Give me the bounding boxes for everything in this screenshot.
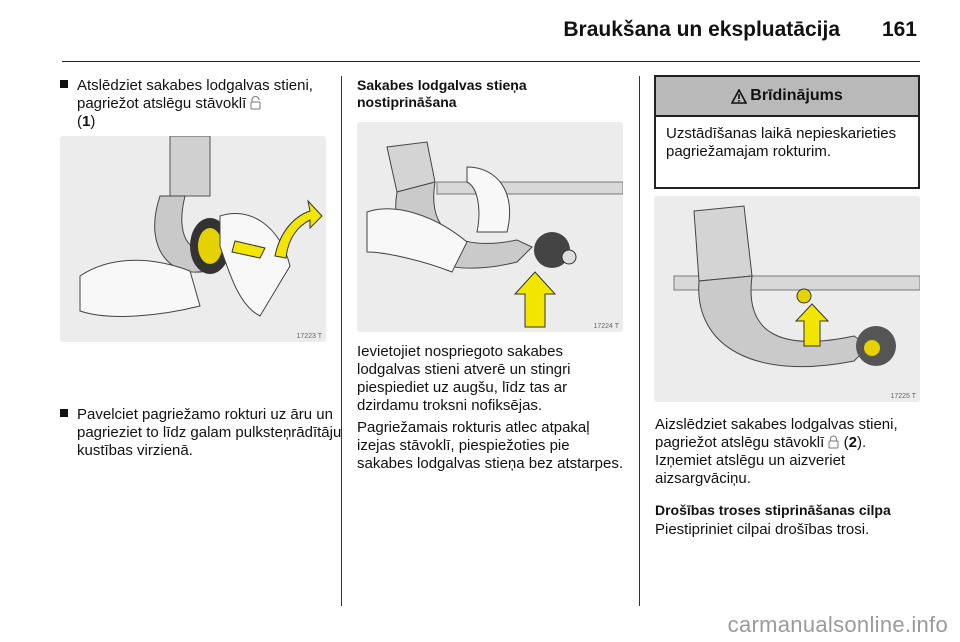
tow-bar-lock-illustration (654, 196, 920, 402)
bullet-marker (60, 409, 68, 417)
mounting-paragraph-1: Ievietojiet nospriegoto sakabes lodgalvas stieni atverē un stingri piespiediet uz augšu, līdz tas ar dzirdamu troksni nofiksējas. (357, 343, 571, 414)
lock-open-icon (250, 96, 261, 110)
warning-box (654, 75, 920, 189)
locking-paragraph: Aizslēdziet sakabes lodgalvas stieni, pagriežot atslēgu stāvoklī (2). Izņemiet atslēgu un aizveriet aizsargvāciņu. (655, 416, 898, 487)
lock-closed-icon (828, 435, 839, 449)
section-title: Braukšana un ekspluatācija (563, 18, 840, 41)
step-1: Atslēdziet sakabes lodgalvas stieni, pagriežot atslēgu stāvoklī (1) (60, 77, 345, 131)
step-1-text: Atslēdziet sakabes lodgalvas stieni, pagriežot atslēgu stāvoklī (77, 77, 313, 112)
figure-code: 17225 T (890, 393, 916, 400)
reference-number: 2 (848, 434, 857, 451)
safety-loop-paragraph: Piestipriniet cilpai drošības trosi. (655, 521, 870, 538)
figure-code: 17224 T (593, 323, 619, 330)
figure-locking (654, 196, 920, 402)
warning-triangle-icon (731, 89, 747, 104)
section-heading-safety-loop: Drošības troses stiprināšanas cilpa (655, 502, 891, 518)
tow-bar-unlock-illustration (60, 136, 326, 342)
tow-bar-mount-illustration (357, 122, 623, 332)
figure-code: 17223 T (296, 333, 322, 340)
warning-header (656, 77, 918, 117)
header-rule (62, 61, 920, 62)
step-2-text: Pavelciet pagriežamo rokturi uz āru un pagrieziet to līdz galam pulksteņrādītāju kustības virzienā. (77, 406, 342, 459)
step-2 (60, 406, 353, 460)
column-divider-2 (639, 76, 640, 606)
warning-text: Uzstādīšanas laikā nepieskarieties pagriežamajam rokturim. (666, 125, 897, 160)
section-heading-mounting: Sakabes lodgalvas stieņa nostiprināšana (357, 77, 527, 110)
watermark: carmanualsonline.info (727, 612, 948, 637)
reference-number: 1 (82, 113, 91, 130)
mounting-paragraph-2: Pagriežamais rokturis atlec atpakaļ izejas stāvoklī, piespiežoties pie sakabes lodgalvas stieņa bez atstarpes. (357, 419, 623, 472)
column-divider-1 (341, 76, 342, 606)
page-header (0, 0, 960, 62)
warning-title: Brīdinājums (750, 87, 843, 104)
page-number: 161 (881, 18, 917, 41)
bullet-marker (60, 80, 68, 88)
figure-unlocking (60, 136, 326, 342)
figure-mounting (357, 122, 623, 332)
